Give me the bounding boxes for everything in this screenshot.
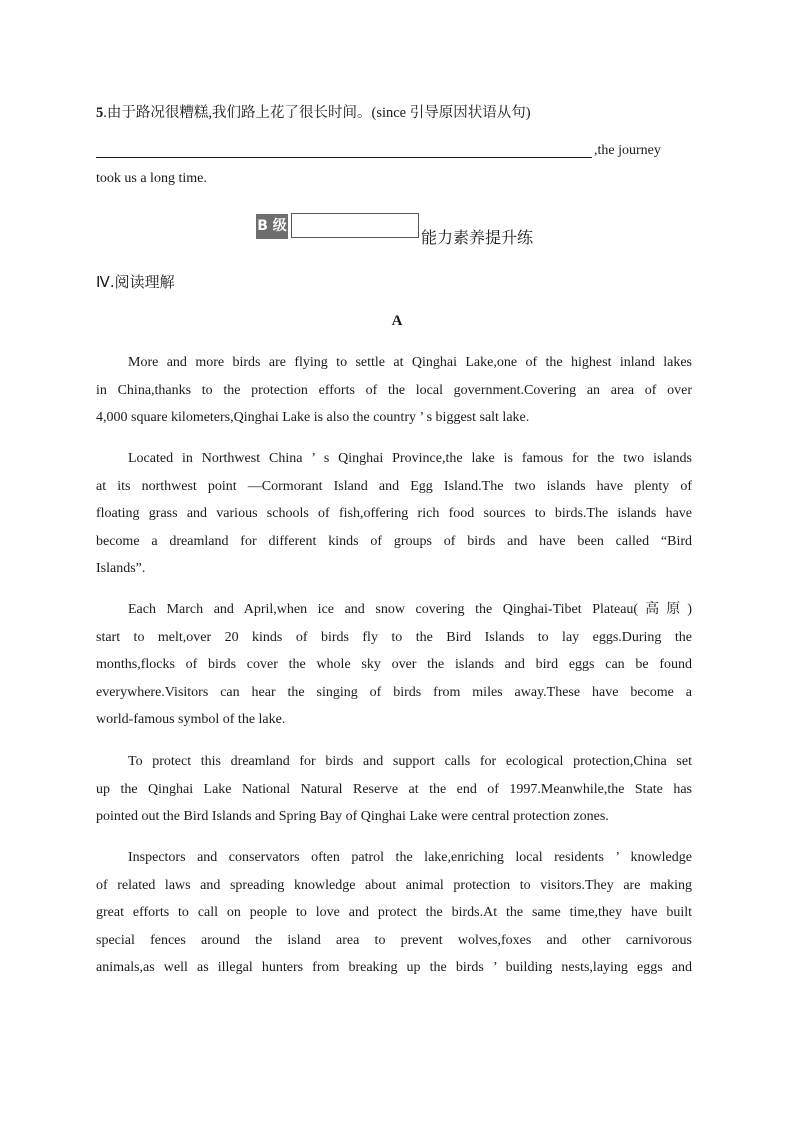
- paragraph: [96, 349, 692, 432]
- question-prompt: .由于路况很糟糕,我们路上花了很长时间。(since 引导原因状语从句): [103, 105, 531, 121]
- paragraph-line: months,flocks of birds cover the whole sky over the islands and bird eggs can be found: [96, 657, 692, 673]
- paragraph: [96, 844, 692, 982]
- answer-blank-line[interactable]: [96, 157, 592, 158]
- paragraph-line: everywhere.Visitors can hear the singing of birds from miles away.These have become a: [96, 684, 692, 700]
- paragraph-line: pointed out the Bird Islands and Spring Bay of Qinghai Lake were central protection zones.: [96, 809, 609, 825]
- level-title: 能力素养提升练: [421, 228, 534, 247]
- paragraph-line: To protect this dreamland for birds and support calls for ecological protection,China set: [128, 754, 692, 769]
- answer-blank-tail: ,the journey: [594, 143, 661, 158]
- paragraph-line: Each March and April,when ice and snow covering the Qinghai-Tibet Plateau(高原): [128, 602, 692, 617]
- paragraph: [96, 748, 692, 831]
- paragraph-line: start to melt,over 20 kinds of birds fly to the Bird Islands to lay eggs.During the: [96, 629, 692, 645]
- paragraph-line: become a dreamland for different kinds of groups of birds and have been called “Bird: [96, 533, 692, 549]
- paragraph-line: Islands”.: [96, 561, 146, 577]
- paragraph-line: Inspectors and conservators often patrol the lake,enriching local residents ’ knowledge: [128, 850, 692, 865]
- paragraph-line: up the Qinghai Lake National Natural Reserve at the end of 1997.Meanwhile,the State has: [96, 781, 692, 797]
- paragraph: [96, 596, 692, 734]
- paragraph-line: 4,000 square kilometers,Qinghai Lake is also the country ’ s biggest salt lake.: [96, 410, 530, 426]
- section-title: Ⅳ.阅读理解: [96, 273, 175, 291]
- question-continuation: took us a long time.: [96, 171, 207, 186]
- level-badge-frame: [291, 213, 419, 238]
- paragraph-line: More and more birds are flying to settle at Qinghai Lake,one of the highest inland lakes: [128, 355, 692, 370]
- paragraph-line: in China,thanks to the protection efforts of the local government.Covering an area of over: [96, 382, 692, 398]
- paragraph-line: special fences around the island area to prevent wolves,foxes and other carnivorous: [96, 932, 692, 948]
- question-number: 5: [96, 105, 104, 121]
- paragraph: [96, 445, 692, 583]
- paragraph-line: at its northwest point —Cormorant Island and Egg Island.The two islands have plenty of: [96, 478, 692, 494]
- paragraph-line: Located in Northwest China ’ s Qinghai Province,the lake is famous for the two islands: [128, 451, 692, 466]
- passage-title: A: [391, 313, 403, 329]
- paragraph-line: great efforts to call on people to love and protect the birds.At the same time,they have built: [96, 905, 692, 921]
- level-badge: B 级: [256, 214, 288, 239]
- paragraph-line: animals,as well as illegal hunters from breaking up the birds ’ building nests,laying eggs and: [96, 960, 692, 976]
- paragraph-line: of related laws and spreading knowledge about animal protection to visitors.They are making: [96, 877, 692, 893]
- paragraph-line: world-famous symbol of the lake.: [96, 712, 286, 728]
- question-5: [96, 101, 531, 122]
- paragraph-line: floating grass and various schools of fish,offering rich food sources to birds.The islands have: [96, 506, 692, 522]
